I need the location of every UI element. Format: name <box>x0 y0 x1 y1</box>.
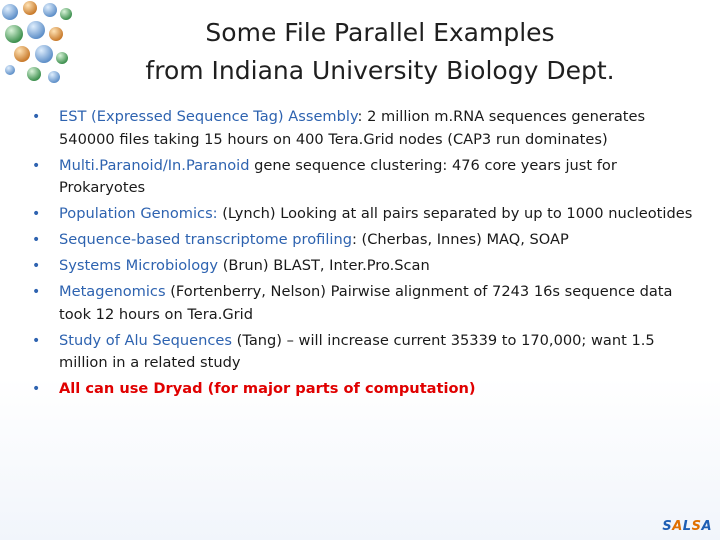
salsa-letter: L <box>682 519 692 534</box>
bullet-highlight: Metagenomics <box>59 283 166 300</box>
bullet-text: gene sequence clustering: 476 core years just for Prokaryotes <box>59 156 617 196</box>
salsa-letter: A <box>672 519 683 534</box>
list-item <box>32 330 702 375</box>
bullet-icon: • <box>32 332 41 349</box>
salsa-letter: A <box>701 519 712 534</box>
bullet-highlight: Study of Alu Sequences <box>59 331 232 349</box>
list-item <box>32 155 702 200</box>
list-item-final <box>32 378 702 401</box>
bullet-highlight: Multi.Paranoid/In.Paranoid <box>59 156 250 174</box>
globe-logo-icon <box>0 0 80 95</box>
bullet-text: (Fortenberry, Nelson) Pairwise alignment of 7243 16s sequence data took 12 hours on Tera.Grid <box>59 283 673 323</box>
bullet-text: : 2 million m.RNA sequences generates 540000 files taking 15 hours on 400 Tera.Grid nodes (CAP3 run dominates) <box>59 108 646 148</box>
list-item <box>32 203 702 226</box>
bullet-icon: • <box>32 109 41 125</box>
bullet-text: (Brun) BLAST, Inter.Pro.Scan <box>218 257 430 274</box>
bullet-text: (Tang) – will increase current 35339 to 170,000; want 1.5 million in a related study <box>59 331 655 371</box>
bullet-highlight: Population Genomics: <box>59 205 218 222</box>
bullet-text: : (Cherbas, Innes) MAQ, SOAP <box>351 231 569 248</box>
title-line-1: Some File Parallel Examples <box>205 18 555 47</box>
salsa-letter: S <box>691 519 702 534</box>
bullet-icon: • <box>32 381 41 397</box>
bullet-list <box>32 106 702 404</box>
salsa-letter: S <box>662 519 673 534</box>
salsa-logo <box>662 519 712 534</box>
list-item <box>32 229 702 252</box>
bullet-icon: • <box>32 206 41 222</box>
list-item <box>32 106 702 151</box>
bullet-text: (Lynch) Looking at all pairs separated by up to 1000 nucleotides <box>217 205 693 222</box>
title-line-2: from Indiana University Biology Dept. <box>145 56 615 85</box>
bullet-icon: • <box>32 157 41 174</box>
list-item <box>32 281 702 326</box>
list-item <box>32 255 702 278</box>
bullet-icon: • <box>32 284 41 300</box>
page-title <box>70 14 690 90</box>
bullet-highlight: Sequence-based transcriptome profiling <box>59 231 352 248</box>
bullet-icon: • <box>32 258 41 274</box>
final-bullet-text: All can use Dryad (for major parts of computation) <box>59 380 476 397</box>
bullet-icon: • <box>32 232 41 248</box>
bullet-highlight: EST (Expressed Sequence Tag) Assembly <box>59 108 358 125</box>
bullet-highlight: Systems Microbiology <box>59 257 219 274</box>
